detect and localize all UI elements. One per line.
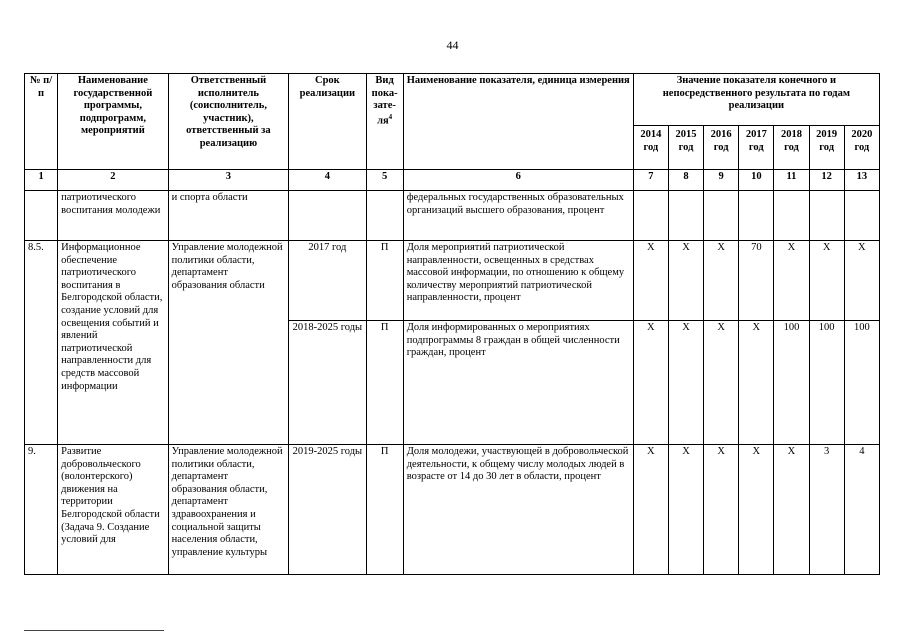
row-period: 2017 год [289,241,366,321]
column-number: 10 [739,170,774,191]
header-year: 2016 год [704,126,739,170]
row-value: Х [774,241,809,321]
header-year: 2015 год [668,126,703,170]
row-value [668,191,703,241]
row-value: 70 [739,241,774,321]
row-indicator: Доля информированных о мероприятиях подпрограммы 8 граждан в общей численности граждан, процент [403,321,633,445]
row-value: Х [739,321,774,445]
row-value [774,191,809,241]
row-value [809,191,844,241]
row-value: Х [739,445,774,575]
table-row [25,191,880,241]
row-num [25,191,58,241]
column-number: 7 [633,170,668,191]
header-kind-footnote: 4 [388,112,393,121]
column-number: 1 [25,170,58,191]
column-number: 6 [403,170,633,191]
row-value: Х [668,445,703,575]
row-num: 9. [25,445,58,575]
header-executor: Ответственный исполнитель (соисполнитель, участник), ответственный за реализацию [168,74,289,170]
row-indicator: Доля молодежи, участвующей в добровольческой деятельности, к общему числу молодых людей в возрасте от 14 до 30 лет в области, процент [403,445,633,575]
page-number: 44 [446,38,459,52]
row-value: Х [668,321,703,445]
column-number: 9 [704,170,739,191]
row-value: Х [704,241,739,321]
row-value: Х [704,321,739,445]
row-kind: П [366,445,403,575]
header-indicator: Наименование показателя, единица измерения [403,74,633,170]
row-period: 2018-2025 годы [289,321,366,445]
row-period [289,191,366,241]
row-value: Х [809,241,844,321]
row-period: 2019-2025 годы [289,445,366,575]
table-row [25,445,880,575]
column-number: 4 [289,170,366,191]
row-kind: П [366,241,403,321]
row-value [739,191,774,241]
row-value: 100 [844,321,879,445]
header-period: Срок реализации [289,74,366,170]
row-value: Х [704,445,739,575]
row-indicator: Доля мероприятий патриотической направленности, освещенных в средствах массовой информации, по отношению к общему количеству мероприятий патриотической направленности, процент [403,241,633,321]
indicator-table [24,73,880,575]
column-number: 8 [668,170,703,191]
row-num: 8.5. [25,241,58,445]
row-value [633,191,668,241]
header-year: 2018 год [774,126,809,170]
column-number: 5 [366,170,403,191]
header-year: 2019 год [809,126,844,170]
header-num: № п/п [25,74,58,170]
header-kind-text: Вид пока-зате-ля [371,75,398,127]
row-value [844,191,879,241]
header-year: 2017 год [739,126,774,170]
row-kind [366,191,403,241]
row-value: Х [844,241,879,321]
row-kind: П [366,321,403,445]
column-number: 11 [774,170,809,191]
column-number: 13 [844,170,879,191]
row-executor: Управление молодежной политики области, департамент образования области [168,241,289,445]
footnote-divider [24,630,164,631]
row-value: 100 [774,321,809,445]
row-name: Развитие добровольческого (волонтерского) движения на территории Белгородской области (Задача 9. Создание условий для [58,445,169,575]
row-indicator: федеральных государственных образовательных организаций высшего образования, процент [403,191,633,241]
table-row [25,241,880,321]
row-value: Х [633,241,668,321]
row-value: Х [633,321,668,445]
header-kind [366,74,403,170]
row-value: 4 [844,445,879,575]
row-value: 3 [809,445,844,575]
row-value [704,191,739,241]
row-value: Х [668,241,703,321]
header-year: 2014 год [633,126,668,170]
row-value: Х [774,445,809,575]
row-value: Х [633,445,668,575]
row-name: Информационное обеспечение патриотического воспитания в Белгородской области, создание условий для освещения событий и явлений патриотической направленности для средств массовой информации [58,241,169,445]
header-name: Наименование государственной программы, подпрограмм, мероприятий [58,74,169,170]
row-value: 100 [809,321,844,445]
column-number: 3 [168,170,289,191]
column-number: 12 [809,170,844,191]
row-executor: и спорта области [168,191,289,241]
row-name: патриотического воспитания молодежи [58,191,169,241]
column-number: 2 [58,170,169,191]
header-values-title: Значение показателя конечного и непосредственного результата по годам реализации [633,74,879,126]
header-year: 2020 год [844,126,879,170]
row-executor: Управление молодежной политики области, департамент образования области, департамент здравоохранения и социальной защиты населения области, управление культуры [168,445,289,575]
